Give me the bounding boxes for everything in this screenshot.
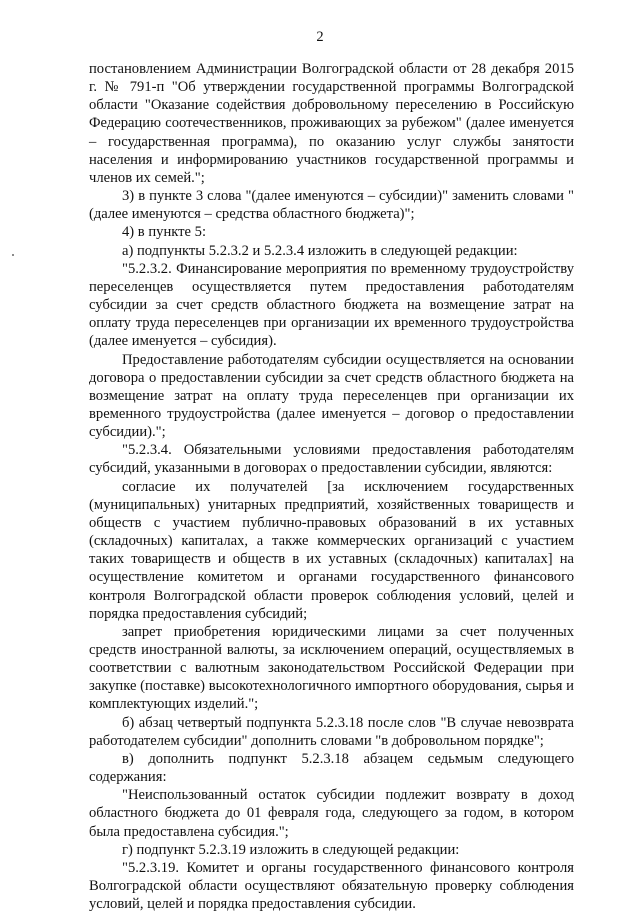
- paragraph-6: Предоставление работодателям субсидии осуществляется на основании договора о предоставлении субсидии за счет средств областного бюджета на возмещение затрат на оплату труда переселенцев при организации их временного трудоустройства (далее именуется – договор о предоставлении субсидии).";: [89, 351, 574, 441]
- paragraph-10: б) абзац четвертый подпункта 5.2.3.18 после слов "В случае невозврата работодателем субсидии" дополнить словами "в добровольном порядке";: [89, 714, 574, 749]
- margin-mark: [12, 254, 14, 256]
- paragraph-8: согласие их получателей [за исключением государственных (муниципальных) унитарных предприятий, хозяйственных товариществ и обществ с участием публично-правовых образований в их уставных (складочных) капиталах, а также коммерческих организаций с участием таких товариществ и обществ в их уставных (складочных) капиталах] на осуществление комитетом и органами государственного финансового контроля Волгоградской области проверок соблюдения условий, целей и порядка предоставления субсидий;: [89, 478, 574, 622]
- paragraph-11: в) дополнить подпункт 5.2.3.18 абзацем седьмым следующего содержания:: [89, 750, 574, 786]
- paragraph-2: 3) в пункте 3 слова "(далее именуются – субсидии)" заменить словами "(далее именуются – средства областного бюджета)";: [89, 188, 574, 223]
- paragraph-12: "Неиспользованный остаток субсидии подлежит возврату в доход областного бюджета до 01 февраля года, следующего за годом, в котором была предоставлена субсидия.";: [89, 787, 574, 840]
- paragraph-9: запрет приобретения юридическими лицами за счет полученных средств иностранной валюты, за исключением операций, осуществляемых в соответствии с валютным законодательством Российской Федерации при закупке (поставке) высокотехнологичного импортного оборудования, сырья и комплектующих изделий.";: [89, 623, 574, 713]
- paragraph-5: "5.2.3.2. Финансирование мероприятия по временному трудоустройству переселенцев осуществляется путем предоставления работодателям субсидии за счет средств областного бюджета на возмещение затрат на оплату труда переселенцев при организации их временного трудоустройства (далее именуется – субсидия).: [89, 260, 574, 350]
- paragraph-7: "5.2.3.4. Обязательными условиями предоставления работодателям субсидий, указанными в договорах о предоставлении субсидии, являются:: [89, 442, 574, 477]
- paragraph-3: 4) в пункте 5:: [122, 224, 207, 241]
- paragraph-14: "5.2.3.19. Комитет и органы государственного финансового контроля Волгоградской области осуществляют обязательную проверку соблюдения условий, целей и порядка предоставления субсидии.: [89, 859, 574, 913]
- paragraph-13: г) подпункт 5.2.3.19 изложить в следующей редакции:: [122, 841, 460, 858]
- paragraph-4: а) подпункты 5.2.3.2 и 5.2.3.4 изложить в следующей редакции:: [122, 242, 518, 259]
- paragraph-1: постановлением Администрации Волгоградской области от 28 декабря 2015 г. № 791-п "Об утверждении государственной программы Волгоградской области "Оказание содействия добровольному переселению в Российскую Федерацию соотечественников, проживающих за рубежом" (далее именуется – государственная программа), по оказанию услуг службы занятости населения и информированию участников государственной программы и членов их семей.";: [89, 61, 574, 186]
- page-number: 2: [316, 29, 324, 45]
- document-body: [89, 60, 574, 913]
